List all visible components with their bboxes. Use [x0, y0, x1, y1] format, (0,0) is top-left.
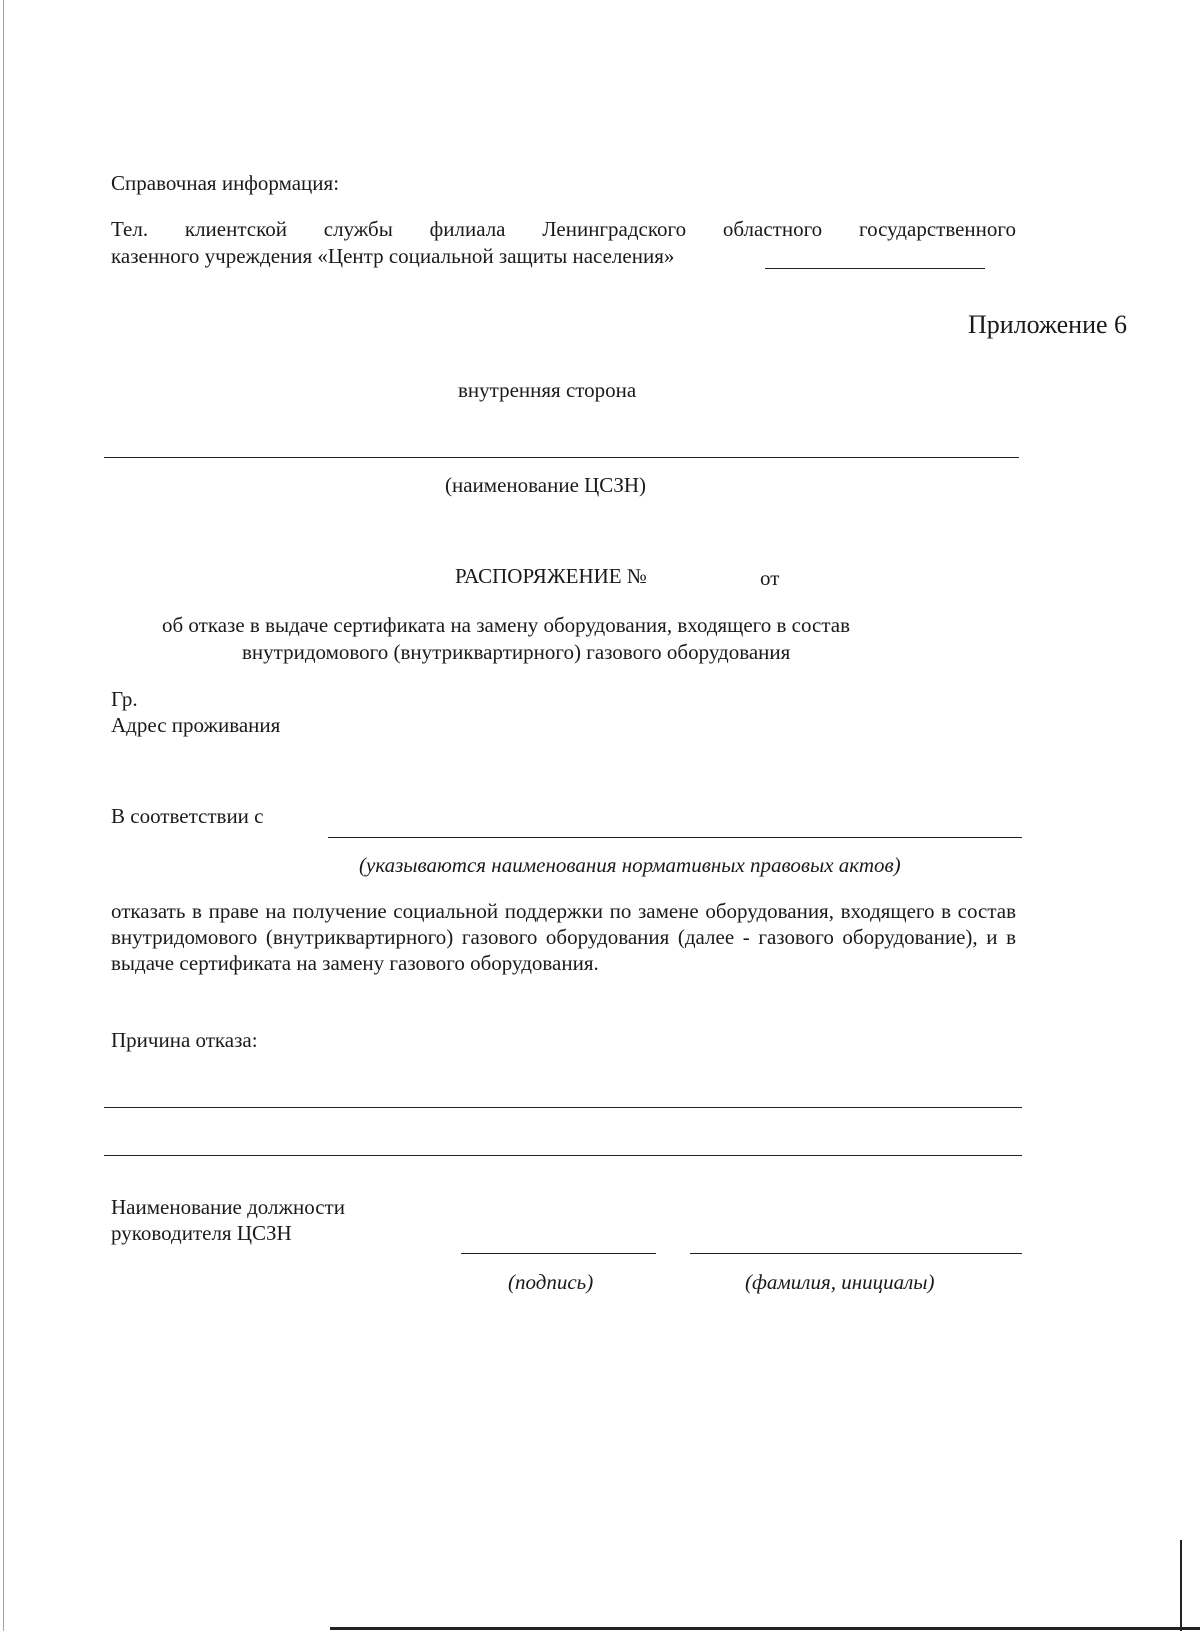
side-label: внутренняя сторона: [458, 378, 637, 402]
subject-line-2: внутридомового (внутриквартирного) газового оборудования: [242, 640, 791, 664]
legal-acts-line: [328, 837, 1022, 838]
name-line: [690, 1253, 1022, 1254]
refusal-reason-line-2: [104, 1155, 1022, 1156]
scan-edge-bottom: [330, 1627, 1200, 1630]
legal-acts-caption: (указываются наименования нормативных правовых актов): [359, 853, 901, 877]
org-name-line: [104, 457, 1019, 458]
refusal-reason-label: Причина отказа:: [111, 1028, 258, 1052]
phone-line-2: казенного учреждения «Центр социальной защиты населения»: [111, 244, 675, 268]
citizen-label: Гр.: [111, 687, 138, 711]
order-title: РАСПОРЯЖЕНИЕ №: [455, 564, 647, 588]
reference-info-label: Справочная информация:: [111, 171, 340, 195]
refusal-reason-line-1: [104, 1107, 1022, 1108]
decision-text: отказать в праве на получение социальной поддержки по замене оборудования, входящего в состав внутридомового (внутриквартирного) газового оборудования (далее - газового оборудование), и в выдаче сертификата на замену газового оборудования.: [111, 899, 1016, 975]
scan-edge-right: [1180, 1540, 1182, 1631]
signature-line: [461, 1253, 656, 1254]
address-label: Адрес проживания: [111, 713, 281, 737]
scan-edge-left: [3, 0, 4, 1631]
position-line-1: Наименование должности: [111, 1195, 345, 1219]
order-date-prefix: от: [760, 566, 780, 590]
phone-blank-line: [765, 268, 985, 269]
phone-line-1: Тел. клиентской службы филиала Ленинградского областного государственного: [111, 217, 1016, 241]
position-line-2: руководителя ЦСЗН: [111, 1221, 292, 1245]
accordance-label: В соответствии с: [111, 804, 264, 828]
org-name-caption: (наименование ЦСЗН): [445, 473, 646, 497]
signature-caption: (подпись): [508, 1270, 594, 1294]
subject-line-1: об отказе в выдаче сертификата на замену оборудования, входящего в состав: [162, 613, 851, 637]
name-caption: (фамилия, инициалы): [745, 1270, 935, 1294]
appendix-label: Приложение 6: [968, 310, 1128, 339]
